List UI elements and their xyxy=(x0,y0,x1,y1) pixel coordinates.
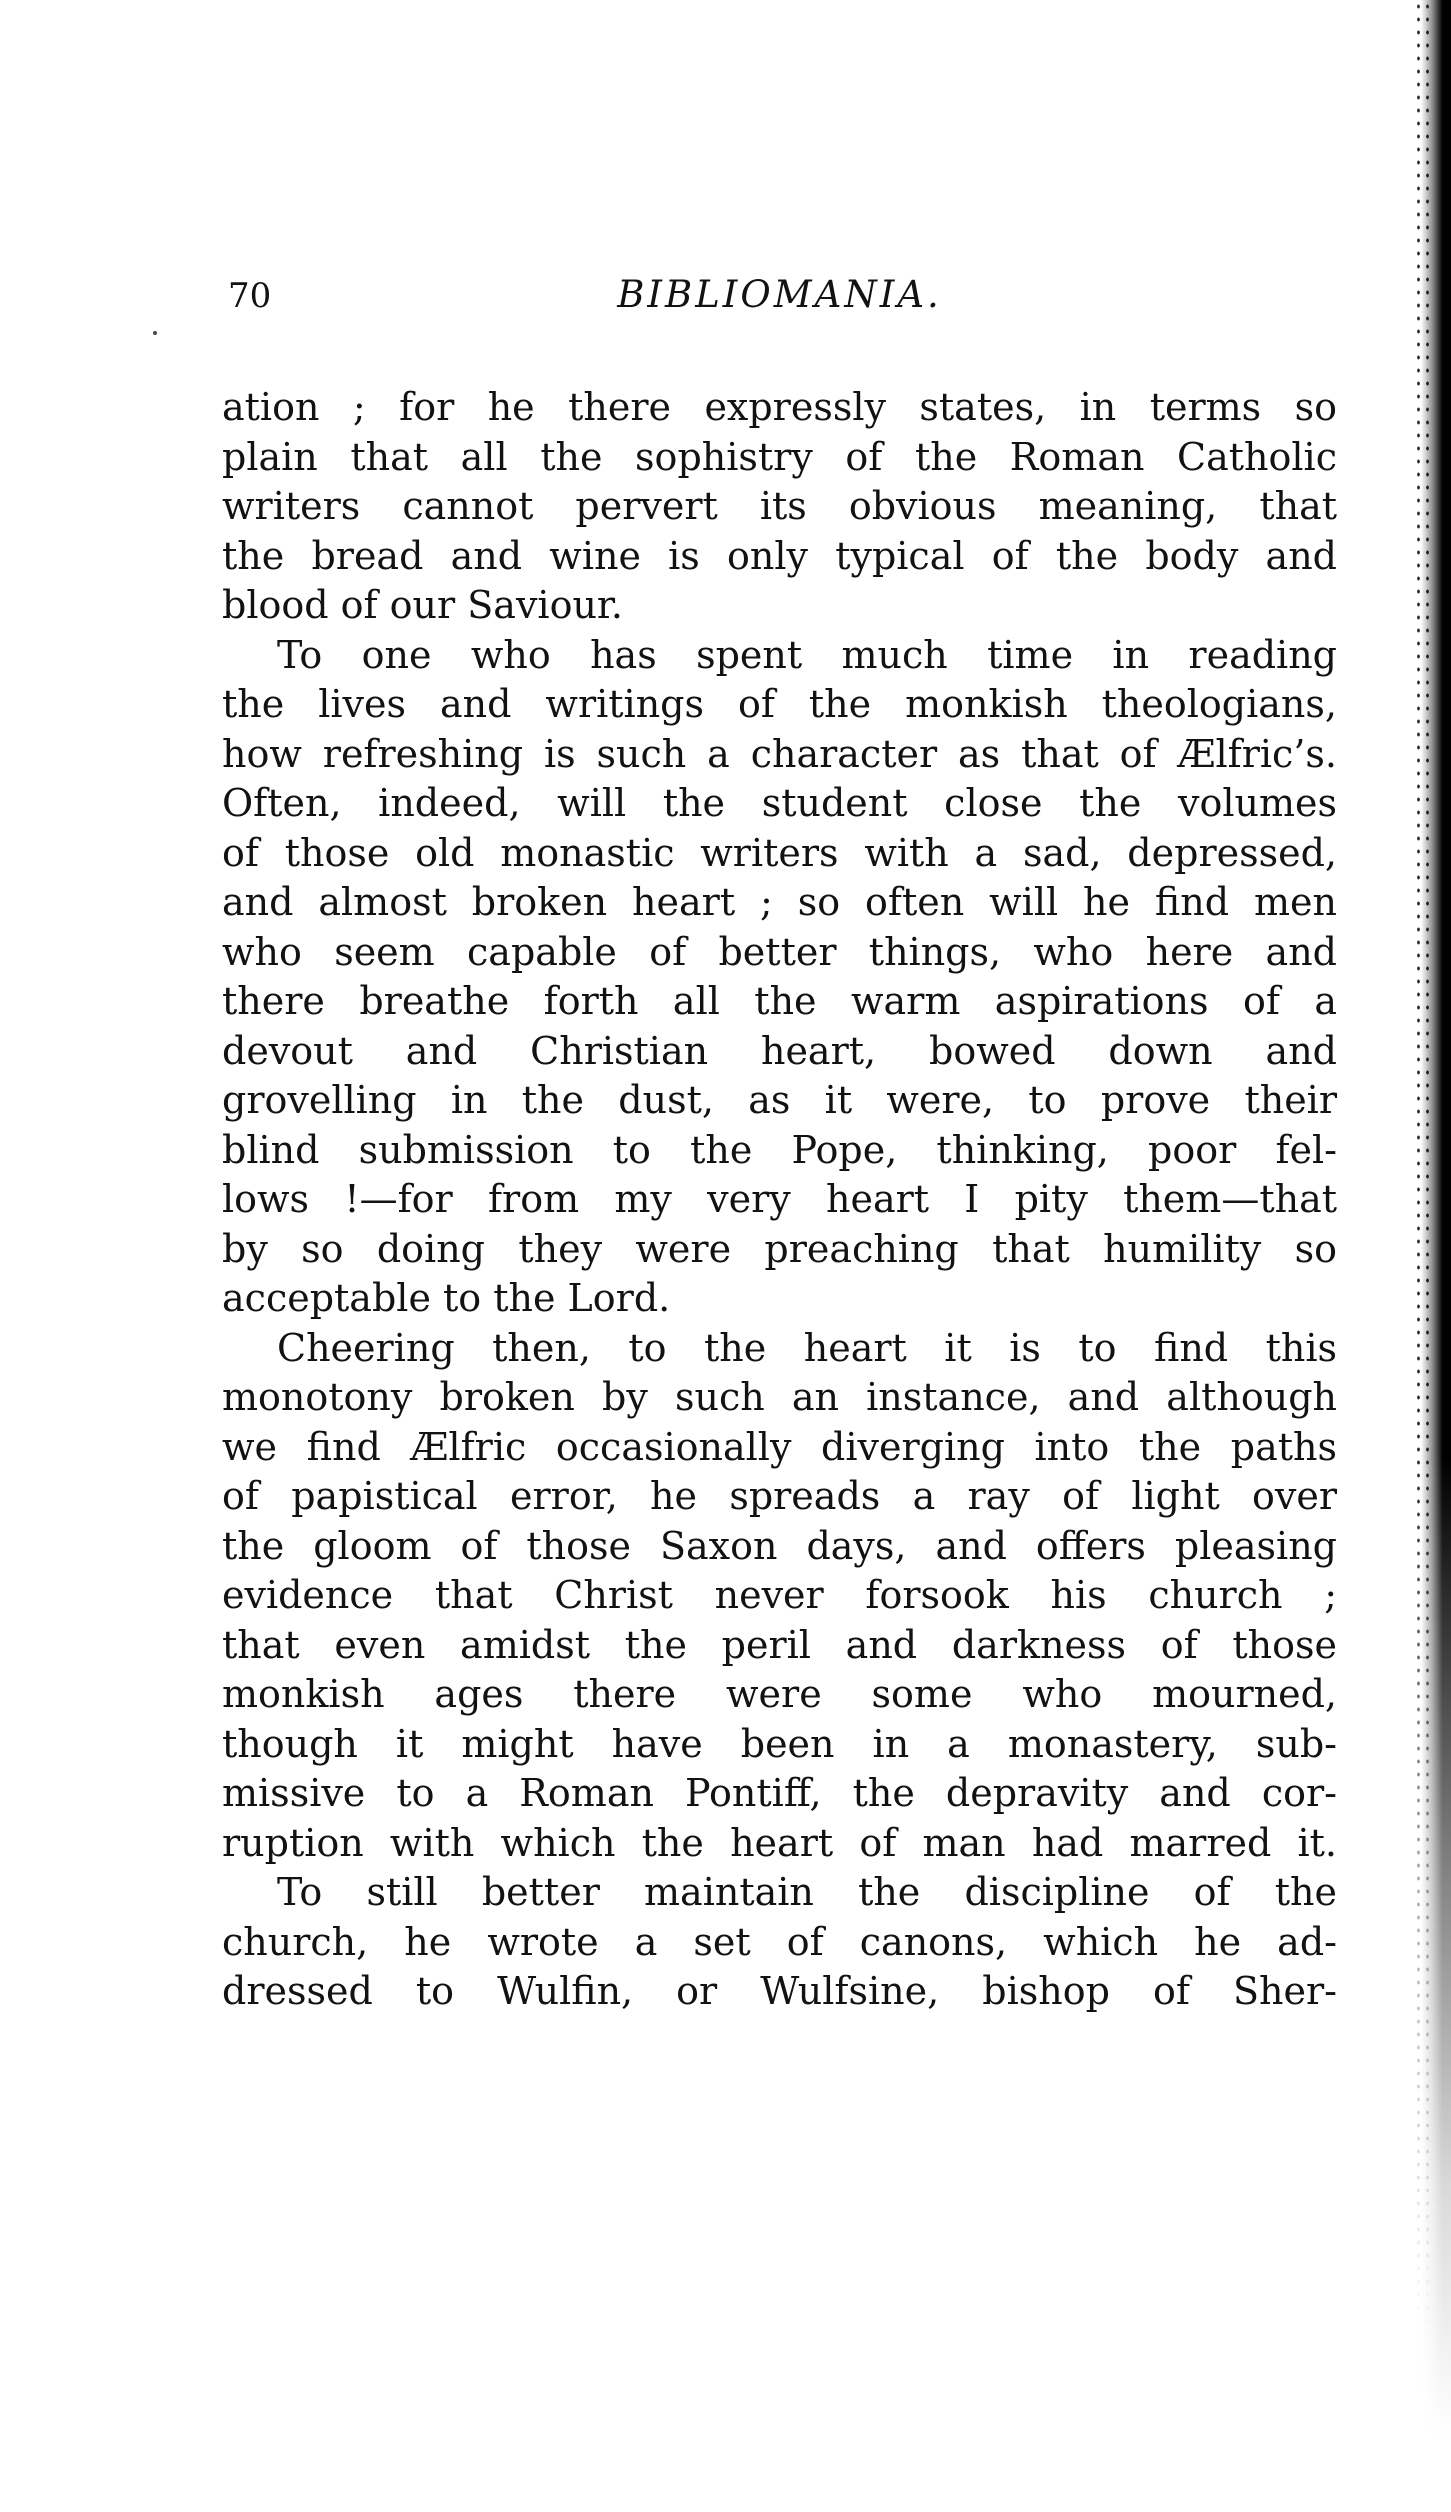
text-line: dressed to Wulfin, or Wulfsine, bishop of Sher- xyxy=(222,1969,1337,2013)
text-line: devout and Christian heart, bowed down and xyxy=(222,1028,1337,1073)
text-line: how refreshing is such a character as that of Ælfric’s. xyxy=(222,731,1337,776)
text-line: though it might have been in a monastery, sub- xyxy=(222,1721,1337,1766)
text-line: the gloom of those Saxon days, and offers pleasing xyxy=(222,1523,1337,1568)
text-line: blood of our Saviour. xyxy=(222,583,623,627)
text-line: monotony broken by such an instance, and although xyxy=(222,1375,1337,1419)
page-number: 70 xyxy=(228,276,272,316)
text-line: by so doing they were preaching that humility so xyxy=(222,1226,1337,1271)
text-line: blind submission to the Pope, thinking, poor fel- xyxy=(222,1127,1337,1172)
text-line: church, he wrote a set of canons, which he ad- xyxy=(222,1919,1337,1964)
body-text xyxy=(222,383,1337,2017)
text-line: that even amidst the peril and darkness of those xyxy=(222,1622,1337,1667)
text-line: of papistical error, he spreads a ray of light over xyxy=(222,1474,1337,1518)
text-line: the lives and writings of the monkish theologians, xyxy=(222,682,1337,726)
text-line: Cheering then, to the heart it is to find this xyxy=(277,1325,1337,1370)
text-line: ruption with which the heart of man had marred it. xyxy=(222,1820,1337,1865)
text-line: Often, indeed, will the student close the volumes xyxy=(222,781,1337,825)
scan-edge-shadow xyxy=(1421,0,1451,2512)
text-line: we find Ælfric occasionally diverging into the paths xyxy=(222,1424,1337,1469)
scan-speckle xyxy=(153,331,157,335)
running-head-title: BIBLIOMANIA. xyxy=(617,273,942,316)
text-line: To one who has spent much time in reading xyxy=(277,632,1337,677)
text-line: and almost broken heart ; so often will he find men xyxy=(222,880,1337,924)
text-line: acceptable to the Lord. xyxy=(222,1276,671,1320)
text-line: who seem capable of better things, who here and xyxy=(222,929,1337,974)
text-line: ation ; for he there expressly states, in terms so xyxy=(222,385,1337,429)
text-line: grovelling in the dust, as it were, to prove their xyxy=(222,1078,1337,1122)
text-line: of those old monastic writers with a sad, depressed, xyxy=(222,830,1337,875)
text-line: there breathe forth all the warm aspirations of a xyxy=(222,979,1337,1023)
text-line: the bread and wine is only typical of the body and xyxy=(222,533,1337,578)
text-line: monkish ages there were some who mourned, xyxy=(222,1672,1337,1716)
text-line: plain that all the sophistry of the Roman Catholic xyxy=(222,434,1337,479)
text-line: To still better maintain the discipline of the xyxy=(277,1870,1337,1914)
text-line: evidence that Christ never forsook his church ; xyxy=(222,1573,1337,1617)
text-line: lows !—for from my very heart I pity them—that xyxy=(222,1177,1337,1221)
text-line: writers cannot pervert its obvious meaning, that xyxy=(222,484,1337,528)
text-line: missive to a Roman Pontiff, the depravity and cor- xyxy=(222,1771,1337,1815)
